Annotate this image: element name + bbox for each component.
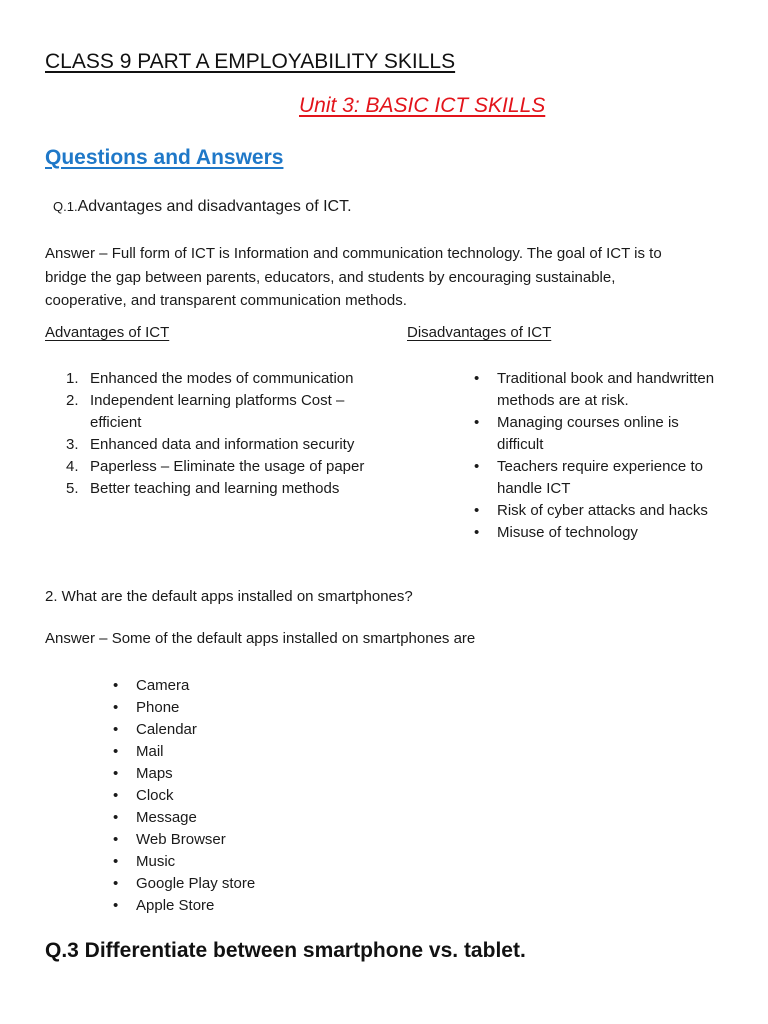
bullet-icon: • (113, 853, 119, 870)
question-1-number: Q.1. (53, 199, 78, 214)
app-item (113, 741, 363, 763)
bullet-icon: • (113, 809, 119, 826)
advantages-list (66, 368, 376, 500)
app-name: Music (136, 853, 176, 870)
app-name: Apple Store (136, 897, 215, 914)
bullet-icon: • (113, 677, 119, 694)
disadvantages-list (474, 368, 729, 544)
answer-2: Answer – Some of the default apps installed on smartphones are (45, 630, 476, 647)
app-item (113, 807, 363, 829)
app-name: Camera (136, 677, 190, 694)
answer-1-line: Answer – Full form of ICT is Information and communication technology. The goal of ICT is to (45, 245, 662, 262)
app-name: Message (136, 809, 197, 826)
disadvantage-text: Risk of cyber attacks and hacks (497, 502, 708, 519)
disadvantage-item (474, 368, 729, 412)
bullet-icon: • (113, 699, 119, 716)
default-apps-list (113, 675, 363, 917)
app-item (113, 895, 363, 917)
bullet-icon: • (113, 875, 119, 892)
bullet-icon: • (113, 743, 119, 760)
answer-1 (45, 242, 735, 313)
bullet-icon: • (474, 414, 480, 431)
disadvantage-text: Managing courses online is difficult (497, 414, 679, 453)
bullet-icon: • (474, 370, 480, 387)
questions-answers-heading: Questions and Answers (45, 146, 284, 169)
advantages-heading: Advantages of ICT (45, 324, 170, 341)
advantage-text: Better teaching and learning methods (90, 480, 340, 497)
advantage-number: 2. (66, 392, 79, 409)
advantage-item (66, 456, 376, 478)
disadvantage-item (474, 500, 729, 522)
app-item (113, 719, 363, 741)
app-item (113, 763, 363, 785)
app-name: Calendar (136, 721, 197, 738)
bullet-icon: • (113, 721, 119, 738)
bullet-icon: • (474, 524, 480, 541)
advantage-text: Paperless – Eliminate the usage of paper (90, 458, 365, 475)
unit-title: Unit 3: BASIC ICT SKILLS (299, 94, 546, 117)
bullet-icon: • (113, 897, 119, 914)
app-name: Clock (136, 787, 174, 804)
question-3: Q.3 Differentiate between smartphone vs. tablet. (45, 939, 526, 962)
disadvantage-item (474, 412, 729, 456)
app-name: Google Play store (136, 875, 256, 892)
app-name: Maps (136, 765, 173, 782)
bullet-icon: • (113, 787, 119, 804)
question-2: 2. What are the default apps installed on smartphones? (45, 588, 413, 605)
advantage-item (66, 478, 376, 500)
app-item (113, 851, 363, 873)
advantage-number: 5. (66, 480, 79, 497)
advantage-number: 4. (66, 458, 79, 475)
advantage-item (66, 434, 376, 456)
disadvantage-item (474, 456, 729, 500)
answer-1-line: bridge the gap between parents, educators, and students by encouraging sustainable, (45, 268, 616, 286)
question-1-text: Advantages and disadvantages of ICT. (77, 198, 352, 215)
app-item (113, 785, 363, 807)
app-item (113, 829, 363, 851)
bullet-icon: • (474, 502, 480, 519)
advantage-text: Enhanced the modes of communication (90, 370, 354, 387)
advantage-text: Independent learning platforms Cost – efficient (90, 392, 345, 431)
disadvantages-heading: Disadvantages of ICT (407, 324, 552, 341)
advantage-item (66, 368, 376, 390)
answer-1-line: cooperative, and transparent communication methods. (45, 292, 407, 309)
advantage-number: 1. (66, 370, 79, 387)
bullet-icon: • (474, 458, 480, 475)
bullet-icon: • (113, 831, 119, 848)
advantage-item (66, 390, 376, 434)
disadvantage-text: Misuse of technology (497, 524, 638, 541)
app-item (113, 873, 363, 895)
advantage-text: Enhanced data and information security (90, 436, 355, 453)
app-item (113, 675, 363, 697)
app-name: Web Browser (136, 831, 226, 848)
bullet-icon: • (113, 765, 119, 782)
disadvantage-item (474, 522, 729, 544)
app-item (113, 697, 363, 719)
app-name: Phone (136, 699, 180, 716)
document-title: CLASS 9 PART A EMPLOYABILITY SKILLS (45, 50, 456, 73)
advantage-number: 3. (66, 436, 79, 453)
question-1 (53, 198, 352, 216)
disadvantage-text: Traditional book and handwritten methods are at risk. (497, 370, 715, 409)
app-name: Mail (136, 743, 164, 760)
disadvantage-text: Teachers require experience to handle ICT (497, 458, 703, 497)
